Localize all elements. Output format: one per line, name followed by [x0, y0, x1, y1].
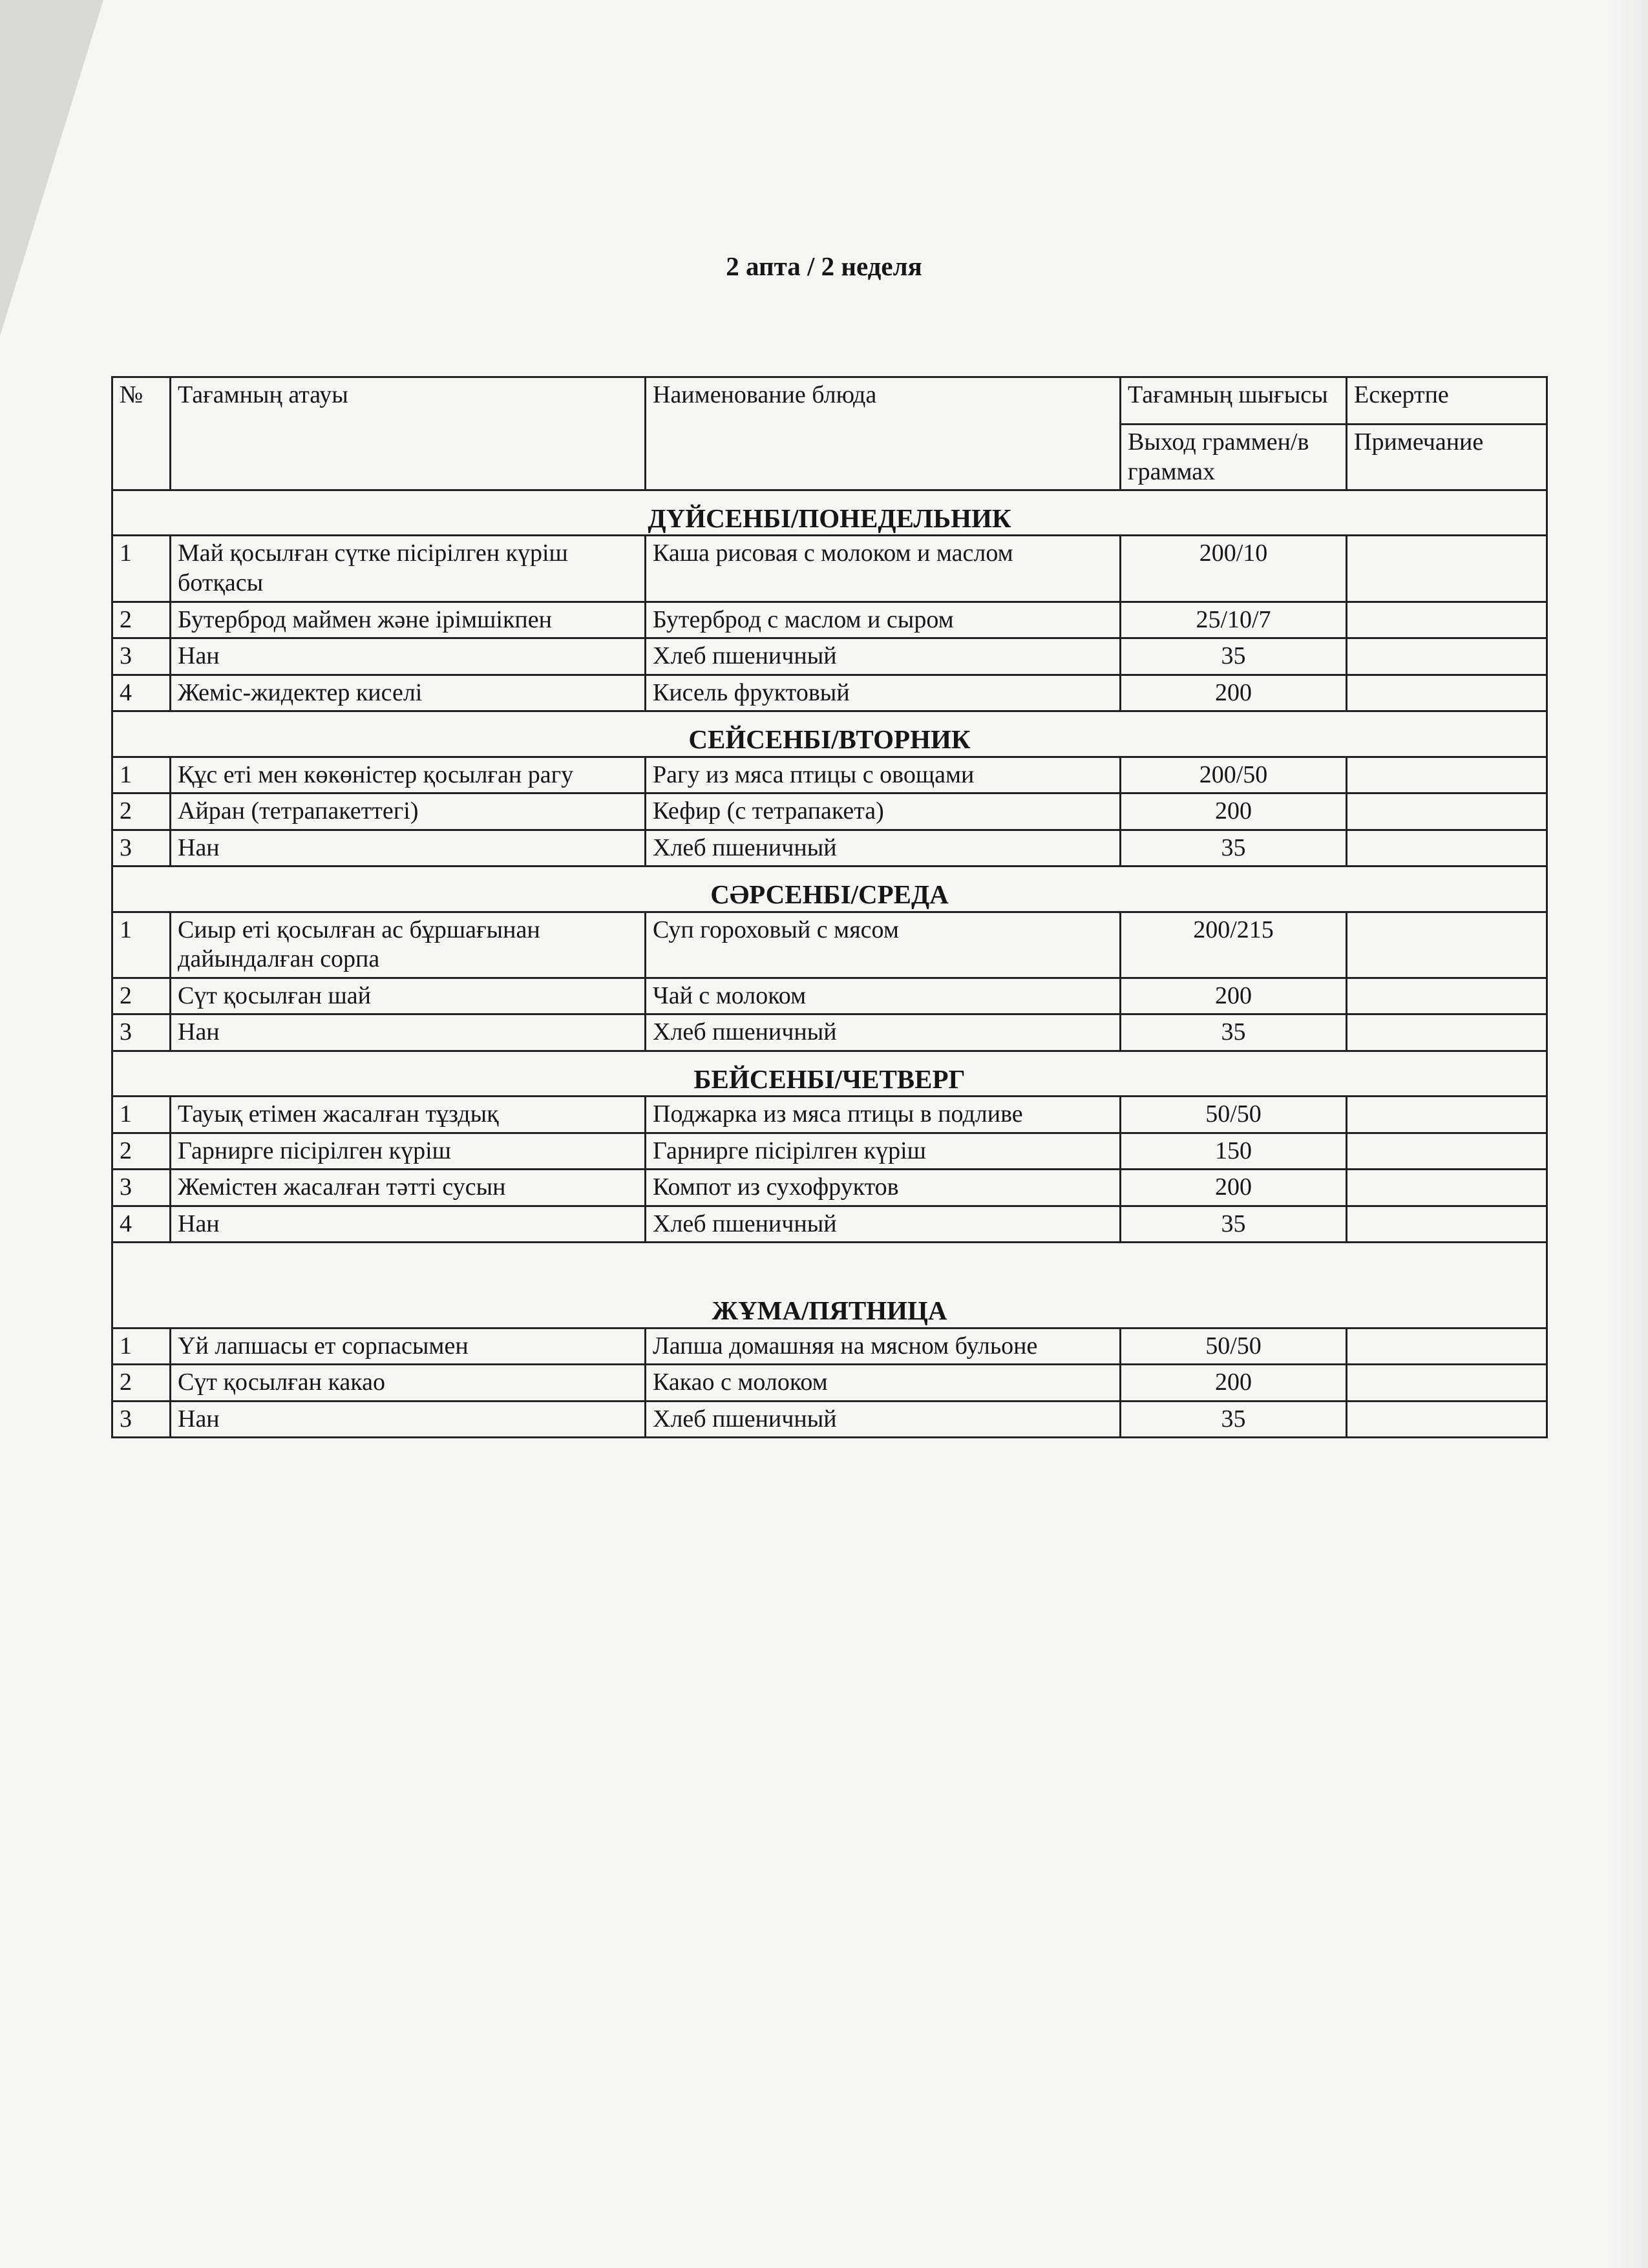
menu-row: [112, 1365, 1547, 1402]
item-number: 1: [112, 1097, 171, 1133]
dish-name-kz: Нан: [171, 1401, 646, 1438]
header-name-kz: Тағамның атауы: [171, 377, 646, 490]
dish-name-kz: Жемістен жасалған тәтті сусын: [171, 1170, 646, 1206]
dish-name-ru: Кефир (с тетрапакета): [646, 793, 1121, 830]
dish-name-kz: Құс еті мен көкөністер қосылған рагу: [171, 757, 646, 793]
dish-name-kz: Үй лапшасы ет сорпасымен: [171, 1328, 646, 1365]
item-number: 1: [112, 757, 171, 793]
item-number: 1: [112, 912, 171, 978]
item-number: 2: [112, 793, 171, 830]
dish-name-kz: Жеміс-жидектер киселі: [171, 675, 646, 711]
dish-name-ru: Лапша домашняя на мясном бульоне: [646, 1328, 1121, 1365]
item-number: 3: [112, 830, 171, 866]
dish-name-ru: Компот из сухофруктов: [646, 1170, 1121, 1206]
menu-row: [112, 1133, 1547, 1170]
dish-note: [1347, 1133, 1547, 1170]
menu-row: [112, 1206, 1547, 1243]
menu-row: [112, 757, 1547, 793]
dish-name-ru: Бутерброд с маслом и сыром: [646, 602, 1121, 638]
item-number: 3: [112, 1170, 171, 1206]
dish-note: [1347, 638, 1547, 675]
dish-name-kz: Айран (тетрапакеттегі): [171, 793, 646, 830]
day-section-header: [112, 866, 1547, 912]
dish-note: [1347, 536, 1547, 602]
dish-output: 35: [1121, 1401, 1347, 1438]
dish-output: 25/10/7: [1121, 602, 1347, 638]
dish-note: [1347, 757, 1547, 793]
header-row: [112, 377, 1547, 425]
dish-output: 35: [1121, 1014, 1347, 1051]
dish-note: [1347, 1014, 1547, 1051]
menu-row: [112, 1014, 1547, 1051]
dish-note: [1347, 830, 1547, 866]
menu-row: [112, 1097, 1547, 1133]
dish-output: 200/215: [1121, 912, 1347, 978]
dish-output: 200: [1121, 978, 1347, 1014]
dish-name-ru: Хлеб пшеничный: [646, 830, 1121, 866]
dish-name-ru: Хлеб пшеничный: [646, 1401, 1121, 1438]
day-section-header: [112, 711, 1547, 757]
dish-name-kz: Сүт қосылған шай: [171, 978, 646, 1014]
dish-output: 35: [1121, 638, 1347, 675]
menu-row: [112, 1401, 1547, 1438]
day-section-header: [112, 1243, 1547, 1328]
dish-note: [1347, 1206, 1547, 1243]
dish-name-kz: Май қосылған сүтке пісірілген күріш ботқасы: [171, 536, 646, 602]
menu-row: [112, 675, 1547, 711]
dish-name-kz: Нан: [171, 638, 646, 675]
dish-name-kz: Сүт қосылған какао: [171, 1365, 646, 1402]
dish-note: [1347, 912, 1547, 978]
menu-table: [111, 376, 1548, 1438]
page-edge-shadow: [1609, 0, 1648, 2268]
dish-name-ru: Гарнирге пісірілген күріш: [646, 1133, 1121, 1170]
menu-row: [112, 830, 1547, 866]
dish-name-kz: Тауық етімен жасалған тұздық: [171, 1097, 646, 1133]
header-output-kz: Тағамның шығысы: [1121, 377, 1347, 425]
header-note-kz: Ескертпе: [1347, 377, 1547, 425]
dish-name-kz: Бутерброд маймен және ірімшікпен: [171, 602, 646, 638]
header-num: №: [112, 377, 171, 490]
dish-name-ru: Чай с молоком: [646, 978, 1121, 1014]
dish-name-kz: Нан: [171, 1206, 646, 1243]
header-output-ru: Выход граммен/в граммах: [1121, 425, 1347, 490]
dish-note: [1347, 1401, 1547, 1438]
header-name-ru: Наименование блюда: [646, 377, 1121, 490]
dish-name-kz: Нан: [171, 830, 646, 866]
item-number: 1: [112, 1328, 171, 1365]
header-note-ru: Примечание: [1347, 425, 1547, 490]
dish-name-ru: Кисель фруктовый: [646, 675, 1121, 711]
dish-output: 200: [1121, 1365, 1347, 1402]
item-number: 3: [112, 1014, 171, 1051]
day-section-header: [112, 490, 1547, 536]
dish-note: [1347, 1097, 1547, 1133]
item-number: 4: [112, 1206, 171, 1243]
item-number: 2: [112, 978, 171, 1014]
day-label: ДҮЙСЕНБІ/ПОНЕДЕЛЬНИК: [112, 490, 1547, 536]
dish-name-ru: Поджарка из мяса птицы в подливе: [646, 1097, 1121, 1133]
dish-name-kz: Сиыр еті қосылған ас бұршағынан дайындалған сорпа: [171, 912, 646, 978]
item-number: 3: [112, 1401, 171, 1438]
dish-note: [1347, 1170, 1547, 1206]
dish-name-ru: Каша рисовая с молоком и маслом: [646, 536, 1121, 602]
item-number: 4: [112, 675, 171, 711]
dish-output: 200/50: [1121, 757, 1347, 793]
menu-row: [112, 602, 1547, 638]
dish-output: 50/50: [1121, 1097, 1347, 1133]
dish-note: [1347, 602, 1547, 638]
dish-output: 200/10: [1121, 536, 1347, 602]
menu-row: [112, 978, 1547, 1014]
page-title: 2 апта / 2 неделя: [726, 251, 922, 281]
dish-note: [1347, 793, 1547, 830]
menu-row: [112, 638, 1547, 675]
menu-row: [112, 912, 1547, 978]
dish-name-ru: Суп гороховый с мясом: [646, 912, 1121, 978]
dish-name-kz: Гарнирге пісірілген күріш: [171, 1133, 646, 1170]
dish-note: [1347, 1328, 1547, 1365]
menu-row: [112, 1328, 1547, 1365]
dish-name-ru: Рагу из мяса птицы с овощами: [646, 757, 1121, 793]
dish-name-ru: Хлеб пшеничный: [646, 638, 1121, 675]
dish-output: 200: [1121, 793, 1347, 830]
dish-output: 200: [1121, 675, 1347, 711]
dish-output: 35: [1121, 830, 1347, 866]
dish-note: [1347, 675, 1547, 711]
dish-name-kz: Нан: [171, 1014, 646, 1051]
day-label: БЕЙСЕНБІ/ЧЕТВЕРГ: [112, 1051, 1547, 1096]
menu-row: [112, 1170, 1547, 1206]
item-number: 3: [112, 638, 171, 675]
dish-note: [1347, 1365, 1547, 1402]
dish-output: 35: [1121, 1206, 1347, 1243]
dish-name-ru: Хлеб пшеничный: [646, 1206, 1121, 1243]
dish-name-ru: Какао с молоком: [646, 1365, 1121, 1402]
dish-output: 150: [1121, 1133, 1347, 1170]
day-label: СЕЙСЕНБІ/ВТОРНИК: [112, 711, 1547, 757]
folded-corner: [0, 0, 103, 336]
item-number: 2: [112, 1133, 171, 1170]
menu-row: [112, 536, 1547, 602]
dish-note: [1347, 978, 1547, 1014]
dish-output: 200: [1121, 1170, 1347, 1206]
item-number: 1: [112, 536, 171, 602]
day-label: ЖҰМА/ПЯТНИЦА: [112, 1243, 1547, 1328]
day-label: СӘРСЕНБІ/СРЕДА: [112, 866, 1547, 912]
dish-name-ru: Хлеб пшеничный: [646, 1014, 1121, 1051]
dish-output: 50/50: [1121, 1328, 1347, 1365]
menu-row: [112, 793, 1547, 830]
day-section-header: [112, 1051, 1547, 1096]
item-number: 2: [112, 602, 171, 638]
item-number: 2: [112, 1365, 171, 1402]
